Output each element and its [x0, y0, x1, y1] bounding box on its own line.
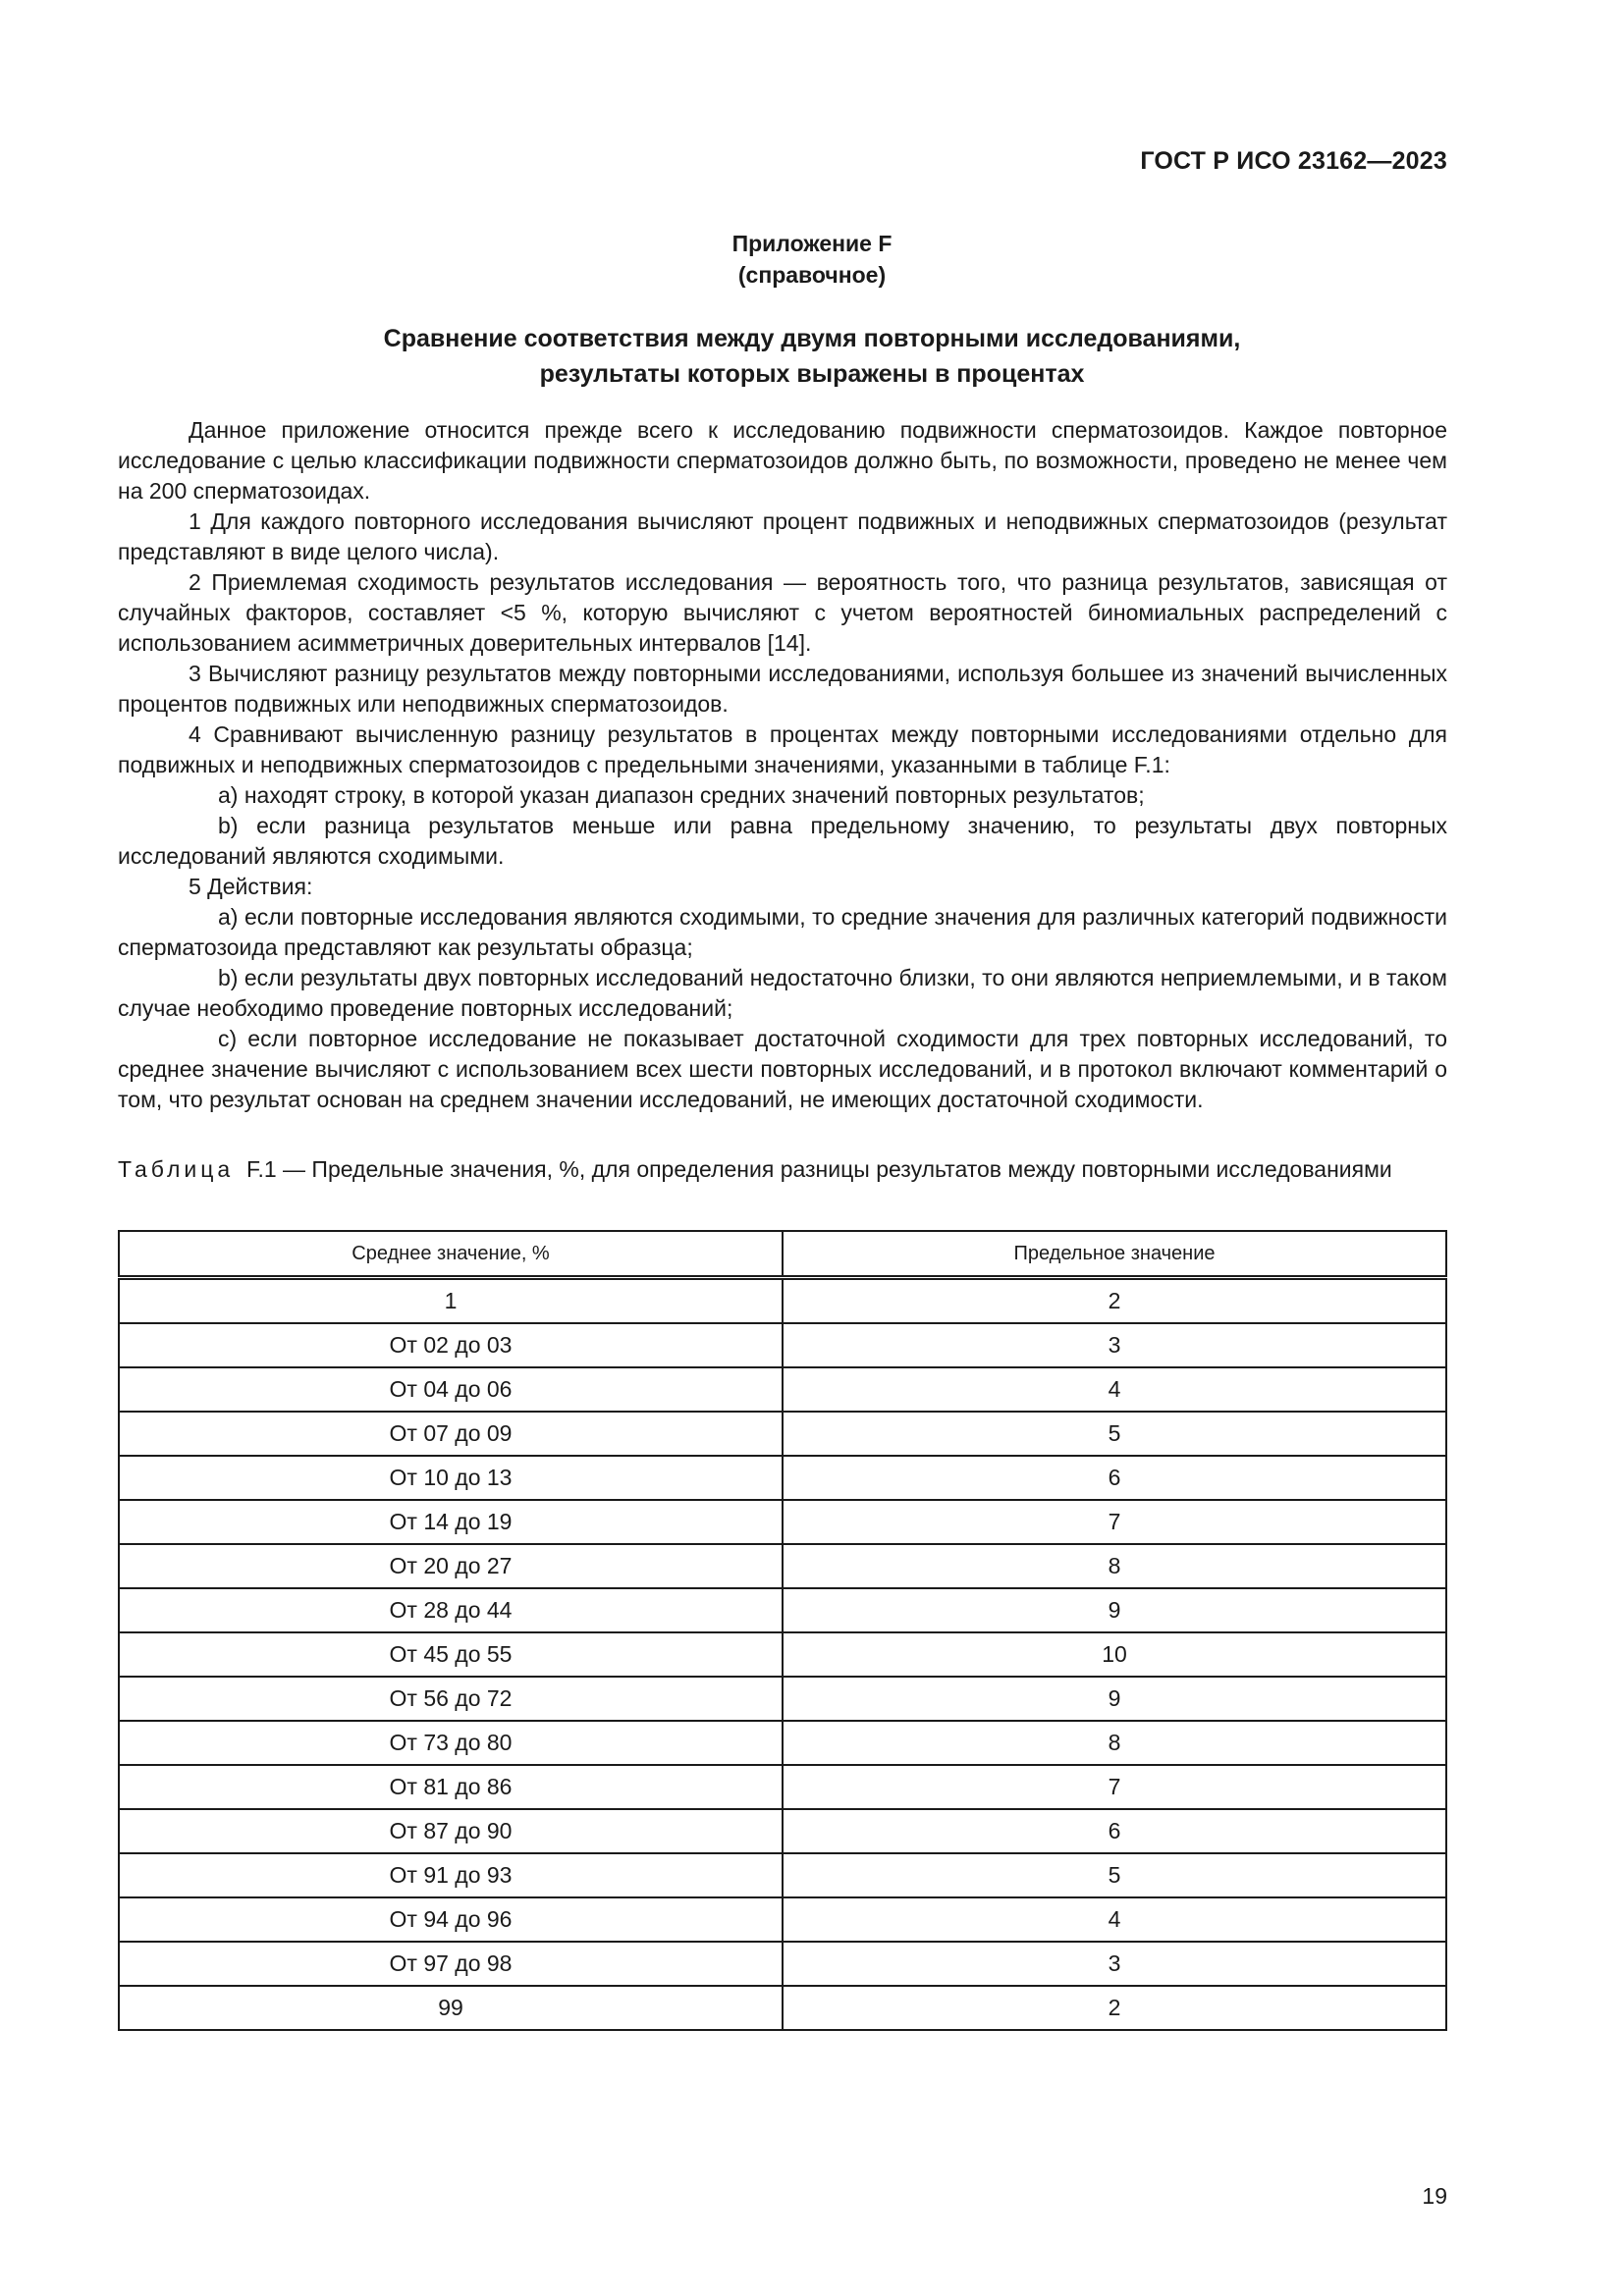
mean-value-cell: 99 [119, 1986, 783, 2030]
limit-value-cell: 9 [783, 1677, 1446, 1721]
mean-value-cell: От 91 до 93 [119, 1853, 783, 1897]
limit-value-cell: 7 [783, 1500, 1446, 1544]
table-caption [118, 1154, 1447, 1185]
paragraph-2: 2 Приемлемая сходимость результатов исследования — вероятность того, что разница результатов, зависящая от случайных факторов, составляет <5 %, которую вычисляют с учетом вероятностей биномиальных распределений с использованием асимметричных доверительных интервалов [14]. [118, 569, 1447, 656]
limit-value-cell: 4 [783, 1897, 1446, 1942]
page-number: 19 [1422, 2183, 1447, 2209]
mean-value-cell: От 20 до 27 [119, 1544, 783, 1588]
standard-code: ГОСТ Р ИСО 23162—2023 [1140, 147, 1447, 175]
paragraph-5c: с) если повторное исследование не показывает достаточной сходимости для трех повторных исследований, то среднее значение вычисляют с использованием всех шести повторных исследований, и в протокол включают комментарий о том, что результат основан на среднем значении исследований, не имеющих достаточной сходимости. [118, 1026, 1447, 1112]
table-row [119, 1632, 1446, 1677]
paragraph-1: 1 Для каждого повторного исследования вычисляют процент подвижных и неподвижных сперматозоидов (результат представляют в виде целого числа). [118, 508, 1447, 564]
header-limit-value: Предельное значение [783, 1231, 1446, 1278]
table-row [119, 1323, 1446, 1367]
table-row [119, 1278, 1446, 1324]
mean-value-cell: От 81 до 86 [119, 1765, 783, 1809]
limit-value-cell: 2 [783, 1278, 1446, 1324]
paragraph-5a: а) если повторные исследования являются сходимыми, то средние значения для различных категорий подвижности сперматозоида представляют как результаты образца; [118, 904, 1447, 960]
mean-value-cell: От 45 до 55 [119, 1632, 783, 1677]
table-header-row [119, 1231, 1446, 1278]
limit-value-cell: 3 [783, 1942, 1446, 1986]
document-title-line-1: Сравнение соответствия между двумя повторными исследованиями, [383, 325, 1241, 352]
table-row [119, 1942, 1446, 1986]
table-row [119, 1809, 1446, 1853]
paragraph-3: 3 Вычисляют разницу результатов между повторными исследованиями, используя большее из значений вычисленных процентов подвижных или неподвижных сперматозоидов. [118, 661, 1447, 717]
mean-value-cell: От 14 до 19 [119, 1500, 783, 1544]
table-row [119, 1677, 1446, 1721]
table-row [119, 1456, 1446, 1500]
limit-value-cell: 8 [783, 1721, 1446, 1765]
paragraph-5: 5 Действия: [189, 874, 313, 899]
table-caption-label: Таблица [118, 1156, 235, 1182]
mean-value-cell: От 87 до 90 [119, 1809, 783, 1853]
table-row [119, 1500, 1446, 1544]
annex-title: Приложение F [731, 231, 893, 256]
table-row [119, 1544, 1446, 1588]
limit-value-cell: 5 [783, 1412, 1446, 1456]
table-row [119, 1897, 1446, 1942]
header-mean-value: Среднее значение, % [119, 1231, 783, 1278]
mean-value-cell: От 73 до 80 [119, 1721, 783, 1765]
table-row [119, 1986, 1446, 2030]
mean-value-cell: От 07 до 09 [119, 1412, 783, 1456]
mean-value-cell: От 10 до 13 [119, 1456, 783, 1500]
limit-value-cell: 3 [783, 1323, 1446, 1367]
document-title [0, 321, 1624, 392]
mean-value-cell: От 02 до 03 [119, 1323, 783, 1367]
annex-type: (справочное) [737, 262, 887, 288]
limit-value-cell: 4 [783, 1367, 1446, 1412]
body-text [118, 415, 1447, 1115]
limit-value-cell: 7 [783, 1765, 1446, 1809]
limit-value-cell: 6 [783, 1456, 1446, 1500]
mean-value-cell: 1 [119, 1278, 783, 1324]
mean-value-cell: От 97 до 98 [119, 1942, 783, 1986]
limit-value-cell: 5 [783, 1853, 1446, 1897]
mean-value-cell: От 56 до 72 [119, 1677, 783, 1721]
document-title-line-2: результаты которых выражены в процентах [539, 360, 1085, 388]
annex-heading [0, 228, 1624, 291]
table-row [119, 1588, 1446, 1632]
limit-value-cell: 2 [783, 1986, 1446, 2030]
paragraph-4a: а) находят строку, в которой указан диапазон средних значений повторных результатов; [218, 782, 1145, 808]
table-row [119, 1853, 1446, 1897]
table-row [119, 1367, 1446, 1412]
table-row [119, 1721, 1446, 1765]
limits-table [118, 1230, 1447, 2031]
paragraph-intro: Данное приложение относится прежде всего к исследованию подвижности сперматозоидов. Каждое повторное исследование с целью классификации подвижности сперматозоидов должно быть, по возможности, проведено не менее чем на 200 сперматозоидах. [118, 417, 1447, 504]
paragraph-5b: b) если результаты двух повторных исследований недостаточно близки, то они являются неприемлемыми, и в таком случае необходимо проведение повторных исследований; [118, 965, 1447, 1021]
limit-value-cell: 10 [783, 1632, 1446, 1677]
limit-value-cell: 8 [783, 1544, 1446, 1588]
table-caption-text: F.1 — Предельные значения, %, для определения разницы результатов между повторными исследованиями [245, 1156, 1392, 1182]
mean-value-cell: От 28 до 44 [119, 1588, 783, 1632]
table-body [119, 1278, 1446, 2031]
mean-value-cell: От 04 до 06 [119, 1367, 783, 1412]
mean-value-cell: От 94 до 96 [119, 1897, 783, 1942]
table-row [119, 1412, 1446, 1456]
table-row [119, 1765, 1446, 1809]
paragraph-4b: b) если разница результатов меньше или равна предельному значению, то результаты двух повторных исследований являются сходимыми. [118, 813, 1447, 869]
paragraph-4: 4 Сравнивают вычисленную разницу результатов в процентах между повторными исследованиями отдельно для подвижных и неподвижных сперматозоидов с предельными значениями, указанными в таблице F.1: [118, 721, 1447, 777]
limit-value-cell: 9 [783, 1588, 1446, 1632]
limit-value-cell: 6 [783, 1809, 1446, 1853]
